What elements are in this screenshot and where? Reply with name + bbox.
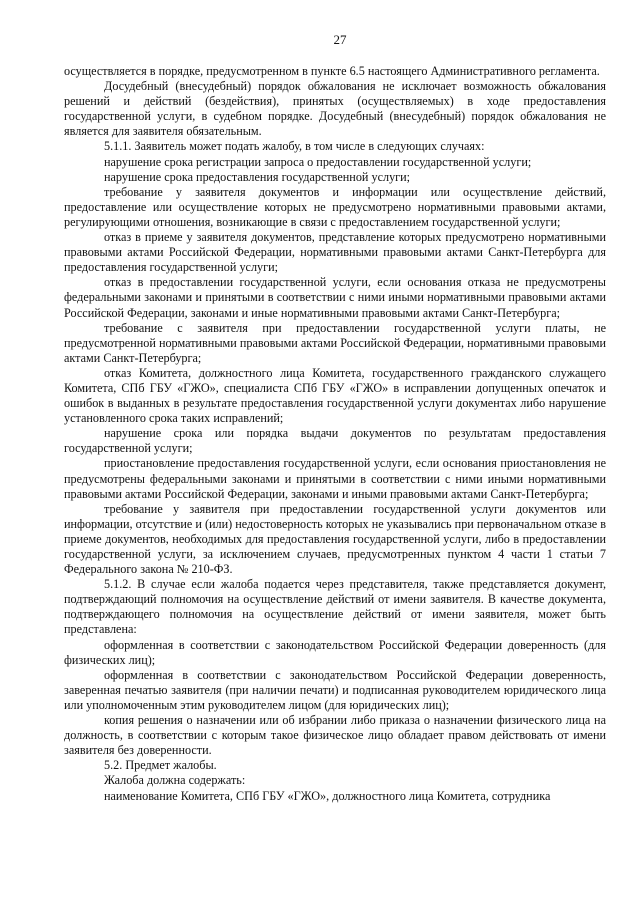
list-item: требование с заявителя при предоставлении государственной услуги платы, не предусмотренной нормативными правовыми актами Российской Федерации, нормативными правовыми актами Санкт-Петербурга; [64, 320, 606, 365]
list-item: отказ Комитета, должностного лица Комитета, государственного гражданского служащего Комитета, СПб ГБУ «ГЖО», специалиста СПб ГБУ «ГЖО» в исправлении допущенных опечаток и ошибок в выданных в результате предоставления государственной услуги документах либо нарушение установленного срока таких исправлений; [64, 365, 606, 426]
paragraph-pretrial-appeal: Досудебный (внесудебный) порядок обжалования не исключает возможность обжалования решений и действий (бездействия), принятых (осуществляемых) в ходе предоставления государственной услуги, в судебном порядке. Досудебный (внесудебный) порядок обжалования не является для заявителя обязательным. [64, 79, 606, 139]
list-item: требование у заявителя при предоставлении государственной услуги документов или информации, отсутствие и (или) недостоверность которых не указывались при первоначальном отказе в приеме документов, необходимых для предоставления государственной услуги, либо в предоставлении государственной услуги, за исключением случаев, предусмотренных пунктом 4 части 1 статьи 7 Федерального закона № 210-ФЗ. [64, 501, 606, 577]
list-item: нарушение срока предоставления государственной услуги; [104, 169, 411, 184]
paragraph-continuation: осуществляется в порядке, предусмотренном в пункте 6.5 настоящего Административного регламента. [64, 64, 600, 78]
list-item: нарушение срока или порядка выдачи документов по результатам предоставления государственной услуги; [64, 426, 606, 456]
page-number: 27 [333, 32, 347, 47]
list-item: оформленная в соответствии с законодательством Российской Федерации доверенность, заверенная печатью заявителя (при наличии печати) и подписанная руководителем юридического лица или уполномоченным этим руководителем лицом (для юридических лиц); [64, 667, 606, 712]
list-item: приостановление предоставления государственной услуги, если основания приостановления не предусмотрены федеральными законами и принятыми в соответствии с ними иными нормативными правовыми актами Российской Федерации, законами и иными правовыми актами Санкт-Петербурга; [64, 456, 606, 501]
paragraph-5-1-2: 5.1.2. В случае если жалоба подается через представителя, также представляется документ, подтверждающий полномочия на осуществление действий от имени заявителя. В качестве документа, подтверждающего полномочия на осуществление действий от имени заявителя, может быть представлена: [64, 577, 606, 637]
list-item: оформленная в соответствии с законодательством Российской Федерации доверенность (для физических лиц); [64, 637, 606, 667]
paragraph-5-1-1: 5.1.1. Заявитель может подать жалобу, в том числе в следующих случаях: [104, 139, 485, 154]
list-item: отказ в приеме у заявителя документов, представление которых предусмотрено нормативными правовыми актами Российской Федерации, нормативными правовыми актами Санкт-Петербурга для предоставления государственной услуги; [64, 230, 606, 275]
list-item: копия решения о назначении или об избрании либо приказа о назначении физического лица на должность, в соответствии с которым такое физическое лицо обладает правом действовать от имени заявителя без доверенности. [64, 713, 606, 758]
document-body [64, 64, 606, 804]
list-item: наименование Комитета, СПб ГБУ «ГЖО», должностного лица Комитета, сотрудника [104, 788, 551, 803]
section-heading-5-2: 5.2. Предмет жалобы. [104, 758, 217, 773]
list-item: требование у заявителя документов и информации или осуществление действий, предоставление или осуществление которых не предусмотрено нормативными правовыми актами, регулирующими отношения, возникающие в связи с предоставлением государственной услуги; [64, 184, 606, 229]
paragraph-complaint-contents: Жалоба должна содержать: [104, 773, 246, 788]
list-item: отказ в предоставлении государственной услуги, если основания отказа не предусмотрены федеральными законами и принятыми в соответствии с ними иными нормативными правовыми актами Российской Федерации, законами и иные нормативными правовыми актами Санкт-Петербурга; [64, 275, 606, 320]
list-item: нарушение срока регистрации запроса о предоставлении государственной услуги; [104, 154, 532, 169]
